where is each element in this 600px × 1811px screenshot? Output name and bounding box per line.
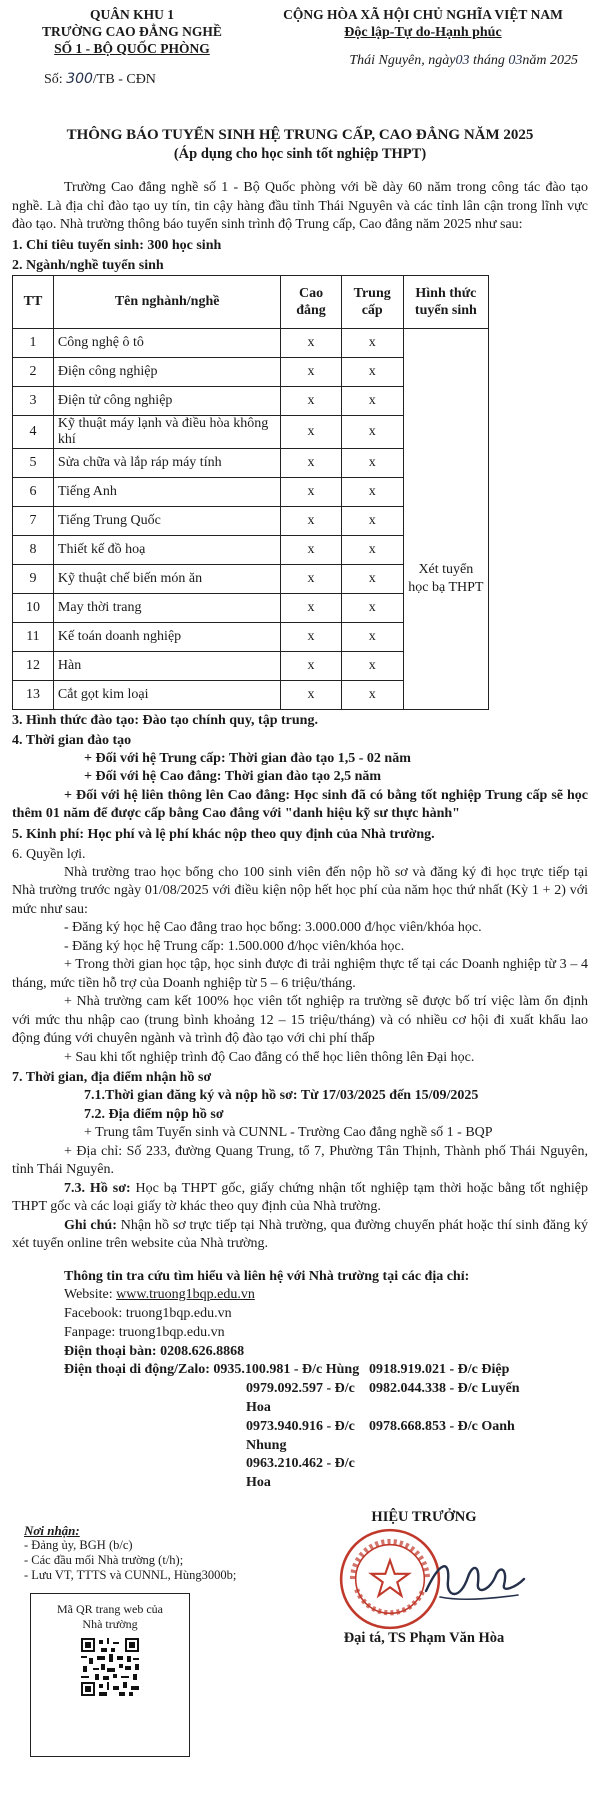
phone-entry — [369, 1455, 569, 1493]
signature-block — [324, 1509, 524, 1647]
handwritten-signature-icon — [420, 1551, 530, 1611]
cao-dang-mark: x — [281, 415, 341, 448]
recipients-block — [24, 1523, 236, 1583]
qr-label: Mã QR trang web của — [57, 1602, 163, 1617]
website-link[interactable]: www.truong1bqp.edu.vn — [116, 1287, 255, 1303]
signer-role: HIỆU TRƯỞNG — [371, 1509, 477, 1526]
recipients-heading: Nơi nhận: — [24, 1523, 80, 1539]
trung-cap-mark: x — [341, 328, 403, 357]
trung-cap-mark: x — [341, 535, 403, 564]
section-6-paragraph: + Trong thời gian học tập, học sinh được đi trải nghiệm thực tế tại các Doanh nghiệp từ 3 – 4 tháng, mức tiền hỗ trợ của Doanh nghiệp từ 5 – 6 triệu/tháng. — [12, 957, 588, 991]
trung-cap-mark: x — [341, 506, 403, 535]
recipient-item: - Lưu VT, TTTS và CUNNL, Hùng3000b; — [24, 1568, 237, 1583]
cao-dang-mark: x — [281, 535, 341, 564]
trung-cap-mark: x — [341, 593, 403, 622]
major-name: Cắt gọt kim loại — [53, 680, 280, 709]
fanpage-line: Fanpage: truong1bqp.edu.vn — [64, 1324, 225, 1340]
section-6-heading: 6. Quyền lợi. — [12, 846, 86, 862]
table-header-row — [13, 275, 489, 328]
signer-name: Đại tá, TS Phạm Văn Hòa — [343, 1630, 505, 1647]
section-4-item: + Đối với hệ Trung cấp: Thời gian đào tạo 1,5 - 02 năm — [84, 750, 411, 766]
phone-entry: 0982.044.338 - Đ/c Luyến — [369, 1381, 520, 1397]
qr-code-icon[interactable] — [81, 1638, 139, 1696]
org-line-2: TRƯỜNG CAO ĐẲNG NGHỀ — [42, 24, 222, 39]
document-number-handwritten: 300 — [66, 71, 93, 87]
table-row — [13, 328, 489, 357]
section-5-fees: 5. Kinh phí: Học phí và lệ phí khác nộp theo quy định của Nhà trường. — [12, 826, 435, 842]
issuer-block — [12, 6, 252, 88]
section-7-2b: + Địa chỉ: Số 233, đường Quang Trung, tổ 7, Phường Tân Thịnh, Thành phố Thái Nguyên, tỉnh Thái Nguyên. — [12, 1143, 588, 1177]
phone-entry: 0973.940.916 - Đ/c Nhung — [246, 1418, 355, 1453]
section-3-mode: 3. Hình thức đào tạo: Đào tạo chính quy, tập trung. — [12, 712, 318, 728]
website-line: Website: www.truong1bqp.edu.vn — [64, 1287, 255, 1303]
contact-block — [12, 1268, 588, 1362]
trung-cap-mark: x — [341, 357, 403, 386]
trung-cap-mark: x — [341, 680, 403, 709]
major-name: Điện công nghiệp — [53, 357, 280, 386]
section-1-quota: 1. Chỉ tiêu tuyển sinh: 300 học sinh — [12, 237, 222, 253]
admission-form-cell: Xét tuyển học bạ THPT — [403, 328, 488, 709]
section-6-paragraph: + Nhà trường cam kết 100% học viên tốt nghiệp ra trường sẽ được bố trí việc làm ổn định với mức thu nhập cao (trung bình khoảng 12 – 15 triệu/tháng) và có nhiều cơ hội đi xuất khẩu lao động đúng với chuyên ngành và trình độ đào tạo với chi phí thấp — [12, 994, 588, 1046]
major-name: Thiết kế đồ hoạ — [53, 535, 280, 564]
section-7-3: 7.3. Hồ sơ: Học bạ THPT gốc, giấy chứng nhận tốt nghiệp tạm thời hoặc bằng tốt nghiệp THPT gốc và các loại giấy tờ khác theo quy định của Nhà trường. — [12, 1180, 588, 1214]
row-number: 5 — [13, 448, 54, 477]
note: Ghi chú: Nhận hồ sơ trực tiếp tại Nhà trường, qua đường chuyển phát hoặc thí sinh đăng ký xét tuyển online trên website của Nhà trường. — [12, 1217, 588, 1251]
org-line-1: QUÂN KHU 1 — [90, 7, 174, 22]
motto: Độc lập-Tự do-Hạnh phúc — [344, 25, 502, 40]
cao-dang-mark: x — [281, 622, 341, 651]
recipient-item: - Các đầu mối Nhà trường (t/h); — [24, 1553, 184, 1568]
phone-entry: 0978.668.853 - Đ/c Oanh — [369, 1418, 515, 1434]
section-6-paragraph: + Sau khi tốt nghiệp trình độ Cao đẳng có thể học liên thông lên Đại học. — [64, 1049, 475, 1065]
cao-dang-mark: x — [281, 564, 341, 593]
row-number: 12 — [13, 651, 54, 680]
major-name: May thời trang — [53, 593, 280, 622]
major-name: Điện tử công nghiệp — [53, 386, 280, 415]
document-number: Số: 300/TB - CĐN — [44, 71, 156, 87]
trung-cap-mark: x — [341, 477, 403, 506]
section-7-heading: 7. Thời gian, địa điểm nhận hồ sơ — [12, 1070, 212, 1085]
trung-cap-mark: x — [341, 651, 403, 680]
issue-date: Thái Nguyên, ngày03 tháng 03năm 2025 — [349, 53, 578, 68]
nation-name: CỘNG HÒA XÃ HỘI CHỦ NGHĨA VIỆT NAM — [283, 7, 563, 22]
row-number: 4 — [13, 415, 54, 448]
document-subtitle: (Áp dụng cho học sinh tốt nghiệp THPT) — [173, 146, 427, 162]
major-name: Hàn — [53, 651, 280, 680]
row-number: 13 — [13, 680, 54, 709]
major-name: Kế toán doanh nghiệp — [53, 622, 280, 651]
footer-area — [12, 1509, 588, 1809]
landline-phone: Điện thoại bàn: 0208.626.8868 — [64, 1343, 245, 1359]
qr-label: Nhà trường — [82, 1617, 138, 1632]
section-4-heading: 4. Thời gian đào tạo — [12, 732, 132, 748]
mobile-phones — [12, 1361, 588, 1493]
cao-dang-mark: x — [281, 477, 341, 506]
col-header-trung-cap: Trung cấp — [341, 275, 403, 328]
section-7-1: 7.1.Thời gian đăng ký và nộp hồ sơ: Từ 17/03/2025 đến 15/09/2025 — [84, 1088, 479, 1103]
section-6-bullet: - Đăng ký học hệ Cao đẳng trao học bổng: 3.000.000 đ/học viên/khóa học. — [64, 920, 482, 935]
phone-entry: 0918.919.021 - Đ/c Điệp — [369, 1362, 510, 1378]
row-number: 1 — [13, 328, 54, 357]
intro-paragraph: Trường Cao đẳng nghề số 1 - Bộ Quốc phòng với bề dày 60 năm trong công tác đào tạo nghề. Là địa chỉ đào tạo uy tín, tin cậy hàng đầu tỉnh Thái Nguyên và các tỉnh lân cận trong lĩnh vực đào tạo. Nhà trường thông báo tuyển sinh trình độ Trung cấp, Cao đẳng năm 2025 như sau: — [12, 180, 588, 232]
major-name: Công nghệ ô tô — [53, 328, 280, 357]
section-2-heading: 2. Ngành/nghề tuyển sinh — [12, 257, 164, 273]
row-number: 8 — [13, 535, 54, 564]
major-name: Tiếng Anh — [53, 477, 280, 506]
row-number: 6 — [13, 477, 54, 506]
col-header-tt: TT — [13, 275, 54, 328]
org-line-3: SỐ 1 - BỘ QUỐC PHÒNG — [54, 41, 210, 56]
qr-box — [30, 1593, 190, 1757]
trung-cap-mark: x — [341, 448, 403, 477]
cao-dang-mark: x — [281, 680, 341, 709]
section-6-bullet: - Đăng ký học hệ Trung cấp: 1.500.000 đ/học viên/khóa học. — [64, 938, 405, 954]
majors-table — [12, 275, 489, 710]
phone-entry: 0963.210.462 - Đ/c Hoa — [246, 1456, 355, 1491]
trung-cap-mark: x — [341, 415, 403, 448]
col-header-name: Tên nghành/nghề — [53, 275, 280, 328]
cao-dang-mark: x — [281, 651, 341, 680]
national-block — [258, 6, 588, 88]
facebook-line: Facebook: truong1bqp.edu.vn — [64, 1306, 232, 1322]
recipient-item: - Đảng ủy, BGH (b/c) — [24, 1538, 133, 1553]
row-number: 9 — [13, 564, 54, 593]
section-7-2a: + Trung tâm Tuyển sinh và CUNNL - Trường Cao đẳng nghề số 1 - BQP — [84, 1125, 493, 1140]
col-header-form: Hình thức tuyển sinh — [403, 275, 488, 328]
section-7-2: 7.2. Địa điểm nộp hồ sơ — [84, 1106, 224, 1122]
row-number: 2 — [13, 357, 54, 386]
trung-cap-mark: x — [341, 564, 403, 593]
phone-entry: 0979.092.597 - Đ/c Hoa — [246, 1381, 355, 1416]
trung-cap-mark: x — [341, 622, 403, 651]
cao-dang-mark: x — [281, 593, 341, 622]
cao-dang-mark: x — [281, 506, 341, 535]
trung-cap-mark: x — [341, 386, 403, 415]
document-title: THÔNG BÁO TUYỂN SINH HỆ TRUNG CẤP, CAO ĐẲNG NĂM 2025 — [66, 127, 534, 143]
major-name: Sửa chữa và lắp ráp máy tính — [53, 448, 280, 477]
cao-dang-mark: x — [281, 357, 341, 386]
major-name: Tiếng Trung Quốc — [53, 506, 280, 535]
phone-entry: Điện thoại di động/Zalo: 0935.100.981 - Đ/c Hùng — [64, 1362, 360, 1378]
section-4-item: + Đối với hệ Cao đẳng: Thời gian đào tạo 2,5 năm — [84, 769, 382, 784]
contact-heading: Thông tin tra cứu tìm hiểu và liên hệ với Nhà trường tại các địa chỉ: — [64, 1268, 470, 1284]
row-number: 11 — [13, 622, 54, 651]
row-number: 10 — [13, 593, 54, 622]
cao-dang-mark: x — [281, 386, 341, 415]
section-6-paragraph: Nhà trường trao học bổng cho 100 sinh viên đến nộp hồ sơ và đăng ký đi học trực tiếp tại Nhà trường trước ngày 01/08/2025 với điều kiện nộp hết học phí của năm học thứ nhất (Kỳ 1 + 2) với mức như sau: — [12, 864, 588, 917]
row-number: 7 — [13, 506, 54, 535]
document-header — [12, 6, 588, 88]
col-header-cao-dang: Cao đẳng — [281, 275, 341, 328]
majors-table-body — [13, 328, 489, 709]
cao-dang-mark: x — [281, 328, 341, 357]
cao-dang-mark: x — [281, 448, 341, 477]
major-name: Kỹ thuật máy lạnh và điều hòa không khí — [53, 415, 280, 448]
major-name: Kỹ thuật chế biến món ăn — [53, 564, 280, 593]
section-4-item: + Đối với hệ liên thông lên Cao đẳng: Học sinh đã có bằng tốt nghiệp Trung cấp sẽ học thêm 01 năm để được cấp bằng Cao đẳng với "danh hiệu kỹ sư thực hành" — [12, 787, 588, 821]
row-number: 3 — [13, 386, 54, 415]
